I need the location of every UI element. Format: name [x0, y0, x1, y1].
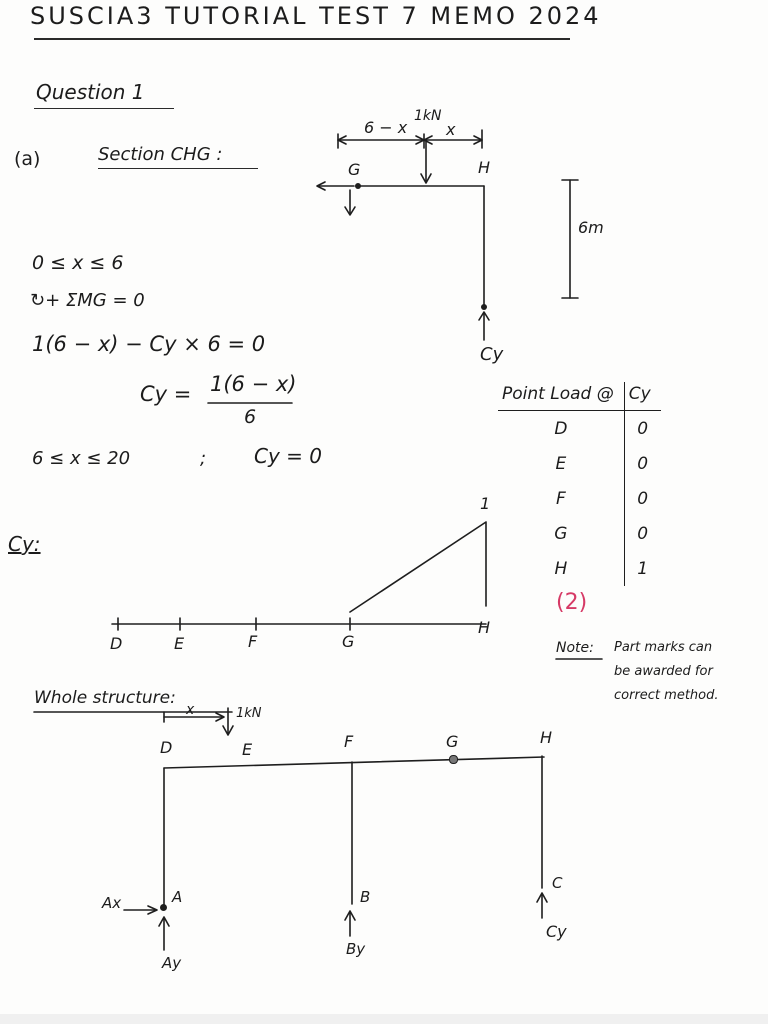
ws-reaction-ax-label: Ax [102, 894, 122, 912]
note-text-line-1: Part marks can [614, 640, 713, 655]
table-cell: H [554, 559, 568, 579]
support-c-dot [481, 304, 487, 310]
range-2-value: Cy = 0 [254, 444, 322, 468]
influence-node-h: H [478, 618, 491, 637]
equation-2-numerator: 1(6 − x) [210, 372, 297, 396]
height-label: 6m [578, 218, 604, 237]
table-row [498, 411, 661, 447]
ws-node-f: F [344, 732, 354, 751]
table-header: Cy [624, 382, 660, 411]
marks-awarded: (2) [556, 590, 588, 615]
whole-structure-label: Whole structure: [34, 688, 176, 708]
table-cell: G [554, 524, 568, 544]
part-label: (a) [14, 148, 41, 170]
equation-2-lhs: Cy = [140, 382, 192, 406]
ws-node-h: H [540, 728, 553, 747]
equation-2-denominator: 6 [244, 406, 257, 428]
range-2-separator: ; [200, 448, 207, 469]
influence-table [498, 382, 661, 586]
table-cell: 0 [624, 446, 660, 481]
moment-equation: ↻+ ΣMG = 0 [30, 290, 145, 311]
ws-node-g: G [446, 732, 459, 751]
ws-reaction-ay-label: Ay [162, 954, 182, 972]
question-heading: Question 1 [36, 80, 145, 104]
ws-node-e: E [242, 740, 253, 759]
ws-dim-label: x [186, 702, 195, 718]
node-g-label: G [348, 160, 361, 179]
ws-node-d: D [160, 738, 173, 757]
influence-node-f: F [248, 632, 258, 651]
table-cell: 0 [624, 411, 660, 447]
memo-title: SUSCIA3 TUTORIAL TEST 7 MEMO 2024 [30, 2, 602, 30]
table-row [498, 481, 661, 516]
table-cell: E [555, 454, 567, 474]
hinge-g-dot [355, 183, 361, 189]
ws-reaction-by-label: By [346, 940, 366, 958]
note-text-line-3: correct method. [614, 688, 719, 703]
table-cell: F [555, 489, 566, 509]
influence-node-d: D [110, 634, 123, 653]
hinge-g-ws-dot [449, 755, 458, 764]
dim-right-label: x [446, 120, 456, 139]
ws-top-beam [164, 757, 544, 768]
ws-support-a: A [172, 888, 183, 906]
support-a-dot [160, 904, 167, 911]
table-header-row [498, 382, 661, 411]
influence-line-label: Cy: [8, 532, 41, 556]
table-cell: D [554, 419, 568, 439]
influence-node-e: E [174, 634, 185, 653]
node-h-label: H [478, 158, 491, 177]
section-label: Section CHG : [98, 144, 223, 165]
reaction-cy-label: Cy [480, 344, 504, 365]
ws-support-c: C [552, 874, 563, 892]
influence-node-g: G [342, 632, 355, 651]
table-row [498, 516, 661, 551]
table-row [498, 551, 661, 586]
note-text-line-2: be awarded for [614, 664, 713, 679]
scan-edge [0, 1014, 768, 1024]
note-label: Note: [556, 640, 594, 656]
load-label: 1kN [414, 108, 442, 124]
ws-load-label: 1kN [236, 706, 262, 721]
table-cell: 1 [624, 551, 660, 586]
il-triangle [350, 522, 486, 612]
table-cell: 0 [624, 516, 660, 551]
equation-1: 1(6 − x) − Cy × 6 = 0 [32, 332, 266, 356]
range-2: 6 ≤ x ≤ 20 [32, 448, 131, 469]
table-row [498, 446, 661, 481]
influence-peak-label: 1 [480, 494, 491, 513]
ws-reaction-cy-label: Cy [546, 922, 567, 941]
ws-support-b: B [360, 888, 371, 906]
table-header: Point Load @ [498, 382, 624, 411]
dim-left-label: 6 − x [364, 118, 408, 137]
range-1: 0 ≤ x ≤ 6 [32, 252, 124, 274]
table-cell: 0 [624, 481, 660, 516]
